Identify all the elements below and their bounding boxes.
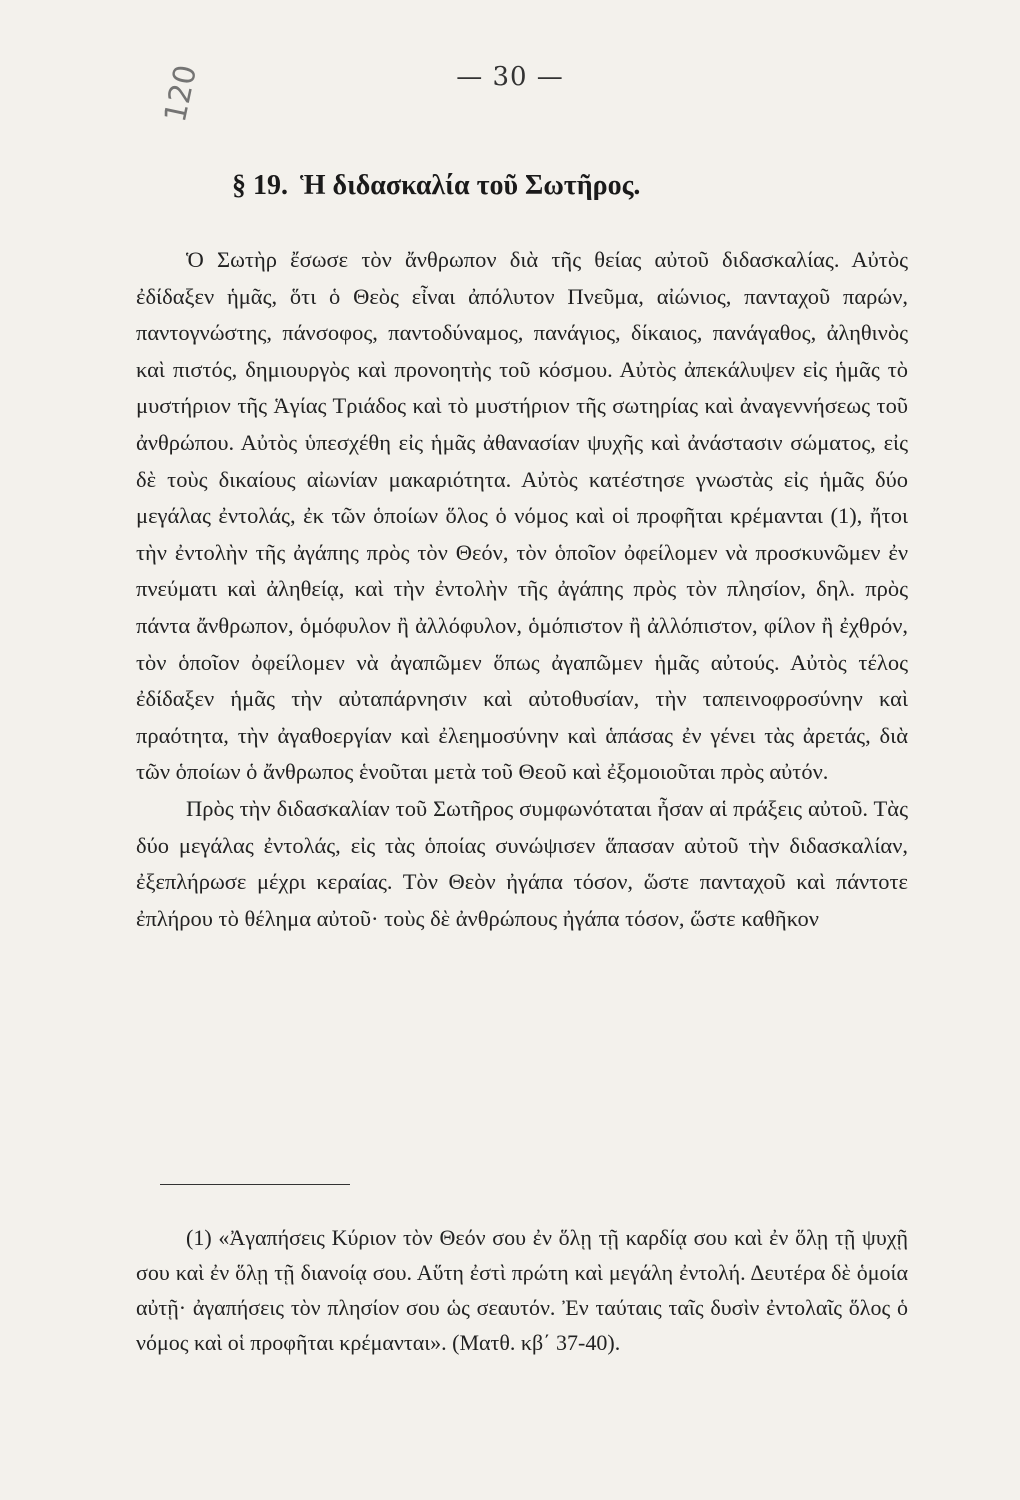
paragraph: Πρὸς τὴν διδασκαλίαν τοῦ Σωτῆρος συμφωνόταται ἦσαν αἱ πράξεις αὐτοῦ. Τὰς δύο μεγάλας ἐντολάς, εἰς τὰς ὁποίας συνώψισεν ἅπασαν αὐτοῦ τὴν διδασκαλίαν, ἐξεπλήρωσε μέχρι κεραίας. Τὸν Θεὸν ἠγάπα τόσον, ὥστε πανταχοῦ καὶ πάντοτε ἐπλήρου τὸ θέλημα αὐτοῦ· τοὺς δὲ ἀνθρώπους ἠγάπα τόσον, ὥστε καθῆκον bbox=[136, 795, 908, 931]
section-title: Ἡ διδασκαλία τοῦ Σωτῆρος. bbox=[300, 170, 641, 201]
body-text bbox=[136, 242, 908, 937]
section-heading bbox=[232, 170, 652, 202]
footnote-divider bbox=[160, 1184, 350, 1185]
section-mark: § 19. bbox=[232, 170, 288, 201]
page-number: — 30 — bbox=[456, 62, 564, 92]
footnote-text: (1) «Ἀγαπήσεις Κύριον τὸν Θεόν σου ἐν ὅλῃ τῇ καρδίᾳ σου καὶ ἐν ὅλῃ τῇ ψυχῇ σου καὶ ἐν ὅλῃ τῇ διανοίᾳ σου. Αὕτη ἐστὶ πρώτη καὶ μεγάλη ἐντολή. Δευτέρα δὲ ὁμοία αὐτῇ· ἀγαπήσεις τὸν πλησίον σου ὡς σεαυτόν. Ἐν ταύταις ταῖς δυσὶν ἐντολαῖς ὅλος ὁ νόμος καὶ οἱ προφῆται κρέμανται». (Ματθ. κβ΄ 37-40). bbox=[136, 1225, 908, 1355]
paragraph: Ὁ Σωτὴρ ἔσωσε τὸν ἄνθρωπον διὰ τῆς θείας αὐτοῦ διδασκαλίας. Αὐτὸς ἐδίδαξεν ἡμᾶς, ὅτι ὁ Θεὸς εἶναι ἀπόλυτον Πνεῦμα, αἰώνιος, πανταχοῦ παρών, παντογνώστης, πάνσοφος, παντοδύναμος, πανάγιος, δίκαιος, πανάγαθος, ἀληθινὸς καὶ πιστός, δημιουργὸς καὶ προνοητὴς τοῦ κόσμου. Αὐτὸς ἀπεκάλυψεν εἰς ἡμᾶς τὸ μυστήριον τῆς Ἁγίας Τριάδος καὶ τὸ μυστήριον τῆς σωτηρίας καὶ ἀναγεννήσεως τοῦ ἀνθρώπου. Αὐτὸς ὑπεσχέθη εἰς ἡμᾶς ἀθανασίαν ψυχῆς καὶ ἀνάστασιν σώματος, εἰς δὲ τοὺς δικαίους αἰωνίαν μακαριότητα. Αὐτὸς κατέστησε γνωστὰς εἰς ἡμᾶς δύο μεγάλας ἐντολάς, ἐκ τῶν ὁποίων ὅλος ὁ νόμος καὶ οἱ προφῆται κρέμανται (1), ἤτοι τὴν ἐντολὴν τῆς ἀγάπης πρὸς τὸν Θεόν, τὸν ὁποῖον ὀφείλομεν νὰ προσκυνῶμεν ἐν πνεύματι καὶ ἀληθείᾳ, καὶ τὴν ἐντολὴν τῆς ἀγάπης πρὸς τὸν πλησίον, δηλ. πρὸς πάντα ἄνθρωπον, ὁμόφυλον ἢ ἀλλόφυλον, ὁμόπιστον ἢ ἀλλόπιστον, φίλον ἢ ἐχθρόν, τὸν ὁποῖον ὀφείλομεν νὰ ἀγαπῶμεν ὅπως ἀγαπῶμεν ἡμᾶς αὐτούς. Αὐτὸς τέλος ἐδίδαξεν ἡμᾶς τὴν αὐταπάρνησιν καὶ αὐτοθυσίαν, τὴν ταπεινοφροσύνην καὶ πραότητα, τὴν ἀγαθοεργίαν καὶ ἐλεημοσύνην καὶ ἁπάσας ἐν γένει τὰς ἀρετάς, διὰ τῶν ὁποίων ὁ ἄνθρωπος ἑνοῦται μετὰ τοῦ Θεοῦ καὶ ἐξομοιοῦται πρὸς αὐτόν. bbox=[136, 247, 908, 785]
handwritten-margin-note: 120 bbox=[158, 61, 205, 126]
footnote bbox=[136, 1220, 908, 1360]
